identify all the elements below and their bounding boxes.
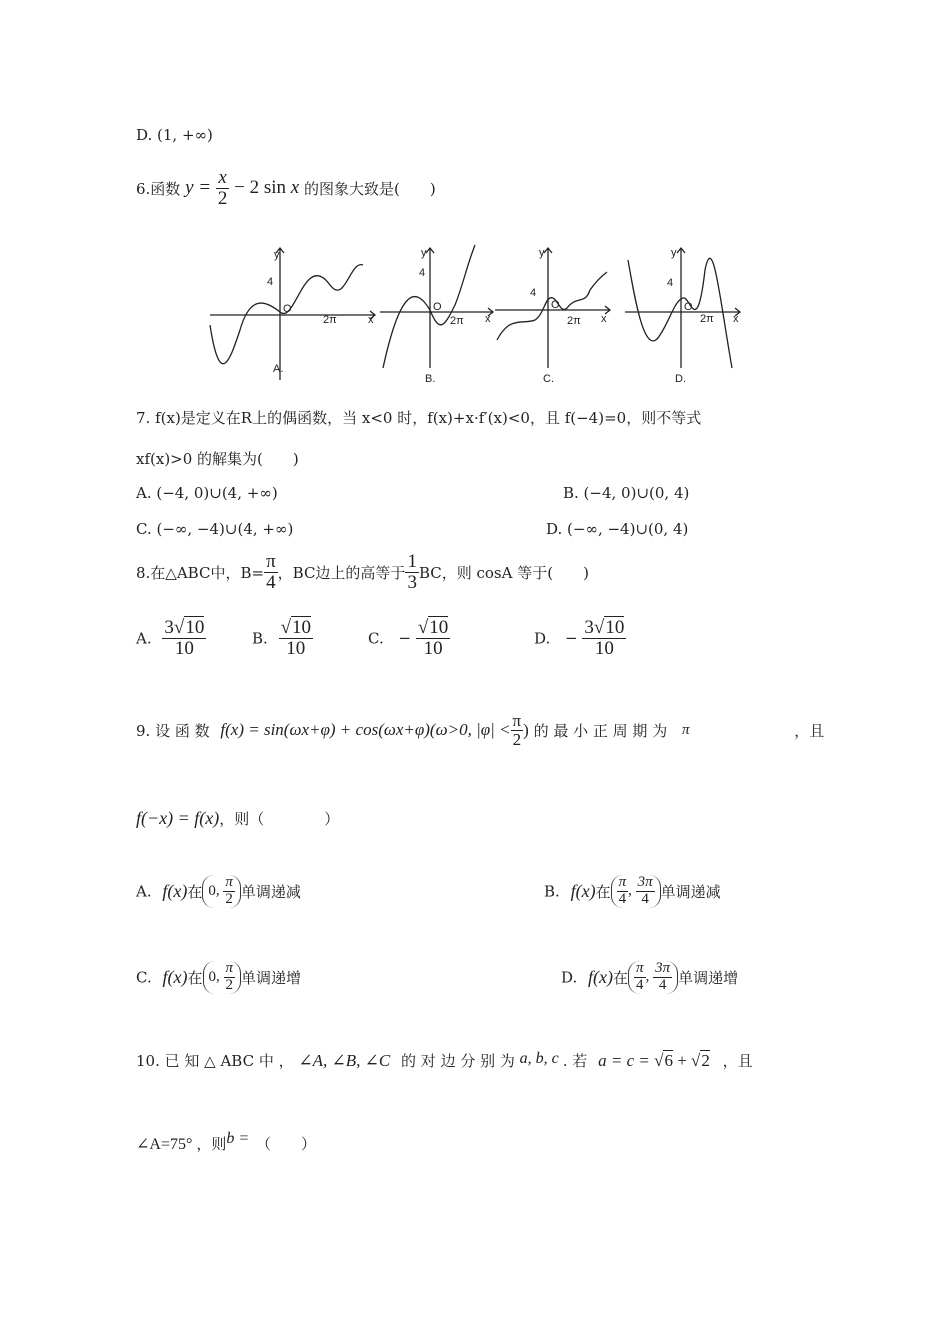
q9-option-b: B. f(x)在 $\frac{\pi}{4}$ , $\frac{3\pi}{4}$ 单调递减 (544, 874, 721, 907)
q9-line2: f(−x) = f(x)，则（ ） (136, 808, 340, 828)
q6-suffix: 的图象大致是( ) (303, 179, 436, 198)
graph-c-label: C. (543, 373, 554, 385)
graph-d-label: D. (675, 373, 686, 385)
q5-option-d: D. (1, +∞) (136, 126, 213, 144)
q8-option-d: D. − $\frac{3√10}{10}$ (534, 617, 625, 659)
q9-suffix: 的 最 小 正 周 期 为 (533, 721, 668, 740)
graph-b-label: B. (425, 373, 436, 385)
graph-b-y-label: y (421, 247, 427, 259)
graph-c-y-tick: 4 (530, 287, 537, 299)
q9-formula: f(x) = sin(ωx+φ) + cos(ωx+φ)(ω>0, |φ| < (220, 720, 511, 740)
graph-b-origin: O (433, 301, 442, 313)
graph-d-y-tick: 4 (667, 277, 674, 289)
q6-graphs-svg (205, 240, 765, 390)
graph-a-y-label: y (274, 249, 280, 261)
q7-option-a: A. (−4, 0)∪(4, +∞) (136, 484, 278, 502)
graph-d-x-tick: 2π (700, 313, 714, 325)
q9-option-d: D. f(x)在 $\frac{\pi}{4}$ , $\frac{3\pi}{4}$ 单调递增 (561, 960, 739, 993)
graph-b-curve (383, 245, 475, 368)
q9-prefix: 9. 设 函 数 (136, 721, 210, 740)
q7-option-d: D. (−∞, −4)∪(0, 4) (546, 520, 689, 538)
graph-a-x-label: x (368, 314, 374, 326)
graph-b-y-tick: 4 (419, 267, 426, 279)
graph-d-y-label: y (671, 247, 677, 259)
graph-a-label: A. (273, 363, 284, 375)
q8-option-a: A. $\frac{3√10}{10}$ (136, 617, 205, 659)
graph-b-x-tick: 2π (450, 315, 464, 327)
q8-option-c: C. − $\frac{√10}{10}$ (368, 617, 449, 659)
q6-stem (136, 168, 436, 209)
q8-middle: ，BC边上的高等于 (277, 563, 406, 582)
graph-d-origin: O (684, 301, 693, 313)
graph-c-origin: O (551, 299, 560, 311)
graph-a-x-tick: 2π (323, 314, 337, 326)
q8-suffix: BC，则 cosA 等于( ) (418, 563, 589, 582)
q7-option-b: B. (−4, 0)∪(0, 4) (563, 484, 690, 502)
q7-option-c: C. (−∞, −4)∪(4, +∞) (136, 520, 294, 538)
q10-stem: 10. 已 知 △ ABC 中 ， ∠A, ∠B, ∠C 的 对 边 分 别 为 a, b, c . 若 a = c = √6 + √2 ，且 (136, 1050, 753, 1070)
graph-c-x-label: x (601, 313, 607, 325)
graph-c-x-tick: 2π (567, 315, 581, 327)
q7-line2: xf(x)>0 的解集为( ) (136, 450, 299, 468)
graph-a-y-tick: 4 (267, 276, 274, 288)
q8-prefix: 8.在△ABC中，B= (136, 563, 265, 582)
q8-stem (136, 552, 589, 593)
graph-a-origin: O (283, 303, 292, 315)
q7-line1: 7. f(x)是定义在R上的偶函数，当 x<0 时，f(x)+x·f′(x)<0，且 f(−4)=0，则不等式 (136, 409, 702, 427)
q6-formula: y = $\frac{x}{2}$ − 2 sin x (185, 167, 300, 209)
graph-d-curve (628, 258, 732, 368)
graph-b-x-label: x (485, 313, 491, 325)
q6-graphs (205, 240, 765, 390)
q9-option-c: C. f(x)在 0, $\frac{\pi}{2}$ 单调递增 (136, 960, 302, 993)
q9-option-a: A. f(x)在 0, $\frac{\pi}{2}$ 单调递减 (136, 874, 301, 907)
q10-line2: ∠A=75° ，则b = （ ） (136, 1130, 316, 1153)
q6-prefix: 6.函数 (136, 179, 181, 198)
graph-d-x-label: x (733, 313, 739, 325)
q8-h-frac: $\frac{1}{3}$ (407, 551, 417, 593)
graph-c-y-label: y (539, 247, 545, 259)
q8-option-b: B. $\frac{√10}{10}$ (252, 617, 312, 659)
q9-stem: 9. 设 函 数 f(x) = sin(ωx+φ) + cos(ωx+φ)(ω>0, |φ| < $\frac{\pi}{2}$ ) 的 最 小 正 周 期 为 π ，且 (136, 711, 825, 749)
q8-b-frac: $\frac{\pi}{4}$ (266, 551, 276, 593)
